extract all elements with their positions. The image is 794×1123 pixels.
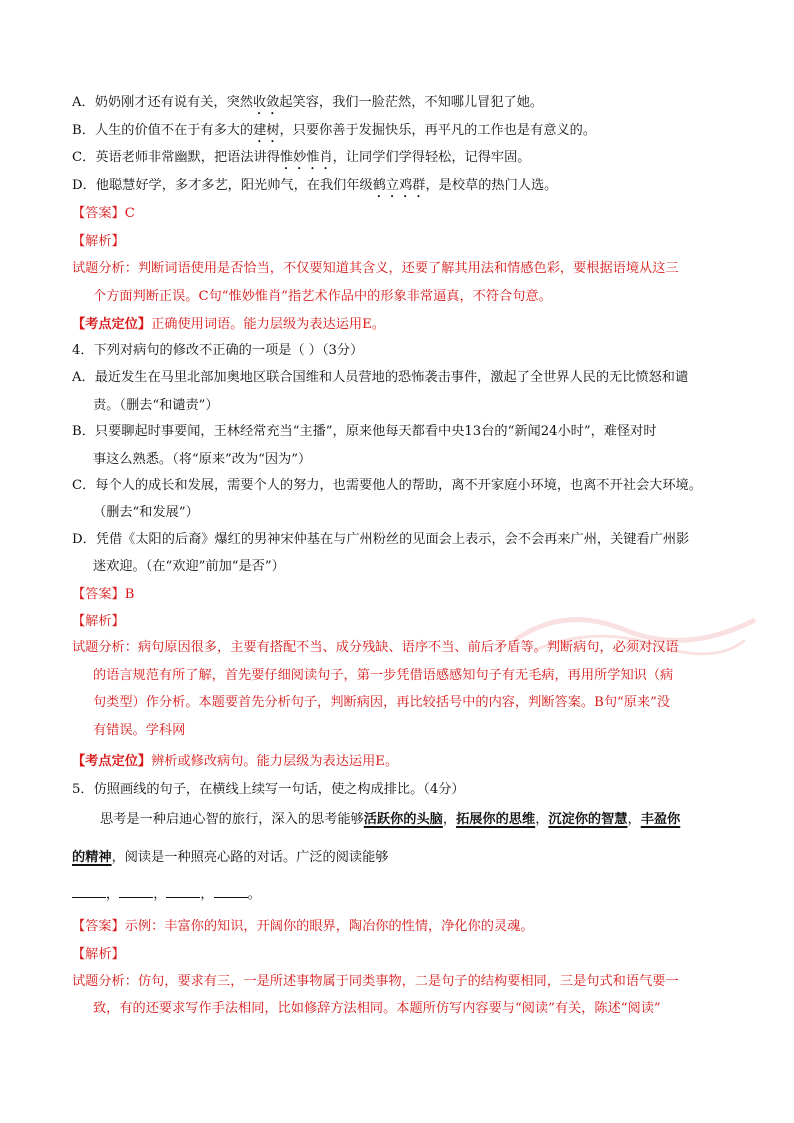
q3-analysis-label: 【解析】 (72, 234, 125, 249)
q4-answer: 【答案】B (72, 587, 135, 602)
q4-analysis-line-3: 句类型）作分析。本题要首先分析句子，判断病因，再比较括号中的内容，判断答案。B句“原来”没 (93, 695, 671, 710)
q3-answer: 【答案】C (72, 206, 135, 221)
q4-analysis-line-4: 有错误。学科网 (93, 723, 186, 738)
q5-stem: 5．仿照画线的句子，在横线上续写一句话，使之构成排比。（4分） (72, 782, 465, 797)
q5-analysis-line-1: 试题分析：仿句，要求有三，一是所述事物属于同类事物，二是句子的结构要相同，三是句式和语气要一 (72, 974, 679, 989)
blank-3 (166, 885, 200, 898)
q4-option-c-line-2: （删去“和发展”） (93, 505, 199, 520)
blank-1 (72, 885, 106, 898)
q5-fill-blanks: ， ， ， 。 (72, 885, 261, 905)
q4-option-c-line-1: C．每个人的成长和发展，需要个人的努力，也需要他人的帮助，离不开家庭小环境，也离不开社会大环境。 (72, 478, 702, 493)
blank-2 (119, 885, 153, 898)
q5-answer: 【答案】示例：丰富你的知识，开阔你的眼界，陶冶你的性情，净化你的灵魂。 (72, 919, 534, 934)
blank-4 (214, 885, 248, 898)
q3-option-a: A．奶奶刚才还有说有关，突然收敛起笑容，我们一脸茫然，不知哪儿冒犯了她。 (72, 95, 544, 110)
q4-option-b-line-2: 事这么熟悉。（将“原来”改为“因为”） (93, 452, 312, 467)
q4-stem: 4．下列对病句的修改不正确的一项是（ ）（3分） (72, 343, 364, 358)
q4-kaodian: 【考点定位】辨析或修改病句。能力层级为表达运用E。 (72, 754, 399, 769)
q5-passage-line-1: 思考是一种启迪心智的旅行，深入的思考能够活跃你的头脑，拓展你的思维，沉淀你的智慧，丰盈你 (100, 812, 681, 827)
q4-option-a-line-1: A．最近发生在马里北部加奥地区联合国维和人员营地的恐怖袭击事件，激起了全世界人民的无比愤怒和谴 (72, 370, 689, 385)
q4-analysis-label: 【解析】 (72, 614, 125, 629)
q3-option-b: B．人生的价值不在于有多大的建树，只要你善于发掘快乐，再平凡的工作也是有意义的。 (72, 123, 597, 138)
q5-passage-line-2: 的精神，阅读是一种照亮心路的对话。广泛的阅读能够 (72, 850, 389, 865)
q3-kaodian: 【考点定位】正确使用词语。能力层级为表达运用E。 (72, 317, 385, 332)
q3-option-d: D．他聪慧好学，多才多艺，阳光帅气，在我们年级鹤立鸡群，是校草的热门人选。 (72, 178, 558, 193)
q3-option-c: C．英语老师非常幽默，把语法讲得惟妙惟肖，让同学们学得轻松，记得牢固。 (72, 150, 531, 165)
q4-option-a-line-2: 责。（删去“和谴责”） (93, 398, 219, 413)
q3-analysis-line-1: 试题分析：判断词语使用是否恰当，不仅要知道其含义，还要了解其用法和情感色彩，要根据语境从这三 (72, 261, 679, 276)
q4-analysis-line-1: 试题分析：病句原因很多，主要有搭配不当、成分残缺、语序不当、前后矛盾等。判断病句，必须对汉语 (72, 640, 679, 655)
q4-option-b-line-1: B．只要聊起时事要闻，王林经常充当“主播”，原来他每天都看中央13台的“新闻24小时”，难怪对时 (72, 424, 657, 439)
q4-option-d-line-1: D．凭借《太阳的后裔》爆红的男神宋仲基在与广州粉丝的见面会上表示，会不会再来广州，关键看广州影 (72, 532, 690, 547)
q5-analysis-label: 【解析】 (72, 947, 125, 962)
q3-analysis-line-2: 个方面判断正误。C句“惟妙惟肖”指艺术作品中的形象非常逼真，不符合句意。 (93, 289, 552, 304)
q4-option-d-line-2: 迷欢迎。（在“欢迎”前加“是否”） (93, 559, 285, 574)
q4-analysis-line-2: 的语言规范有所了解，首先要仔细阅读句子，第一步凭借语感感知句子有无毛病，再用所学知识（病 (93, 668, 674, 683)
q5-analysis-line-2: 致，有的还要求写作手法相同，比如修辞方法相同。本题所仿写内容要与“阅读”有关，陈述“阅读” (93, 1001, 661, 1016)
